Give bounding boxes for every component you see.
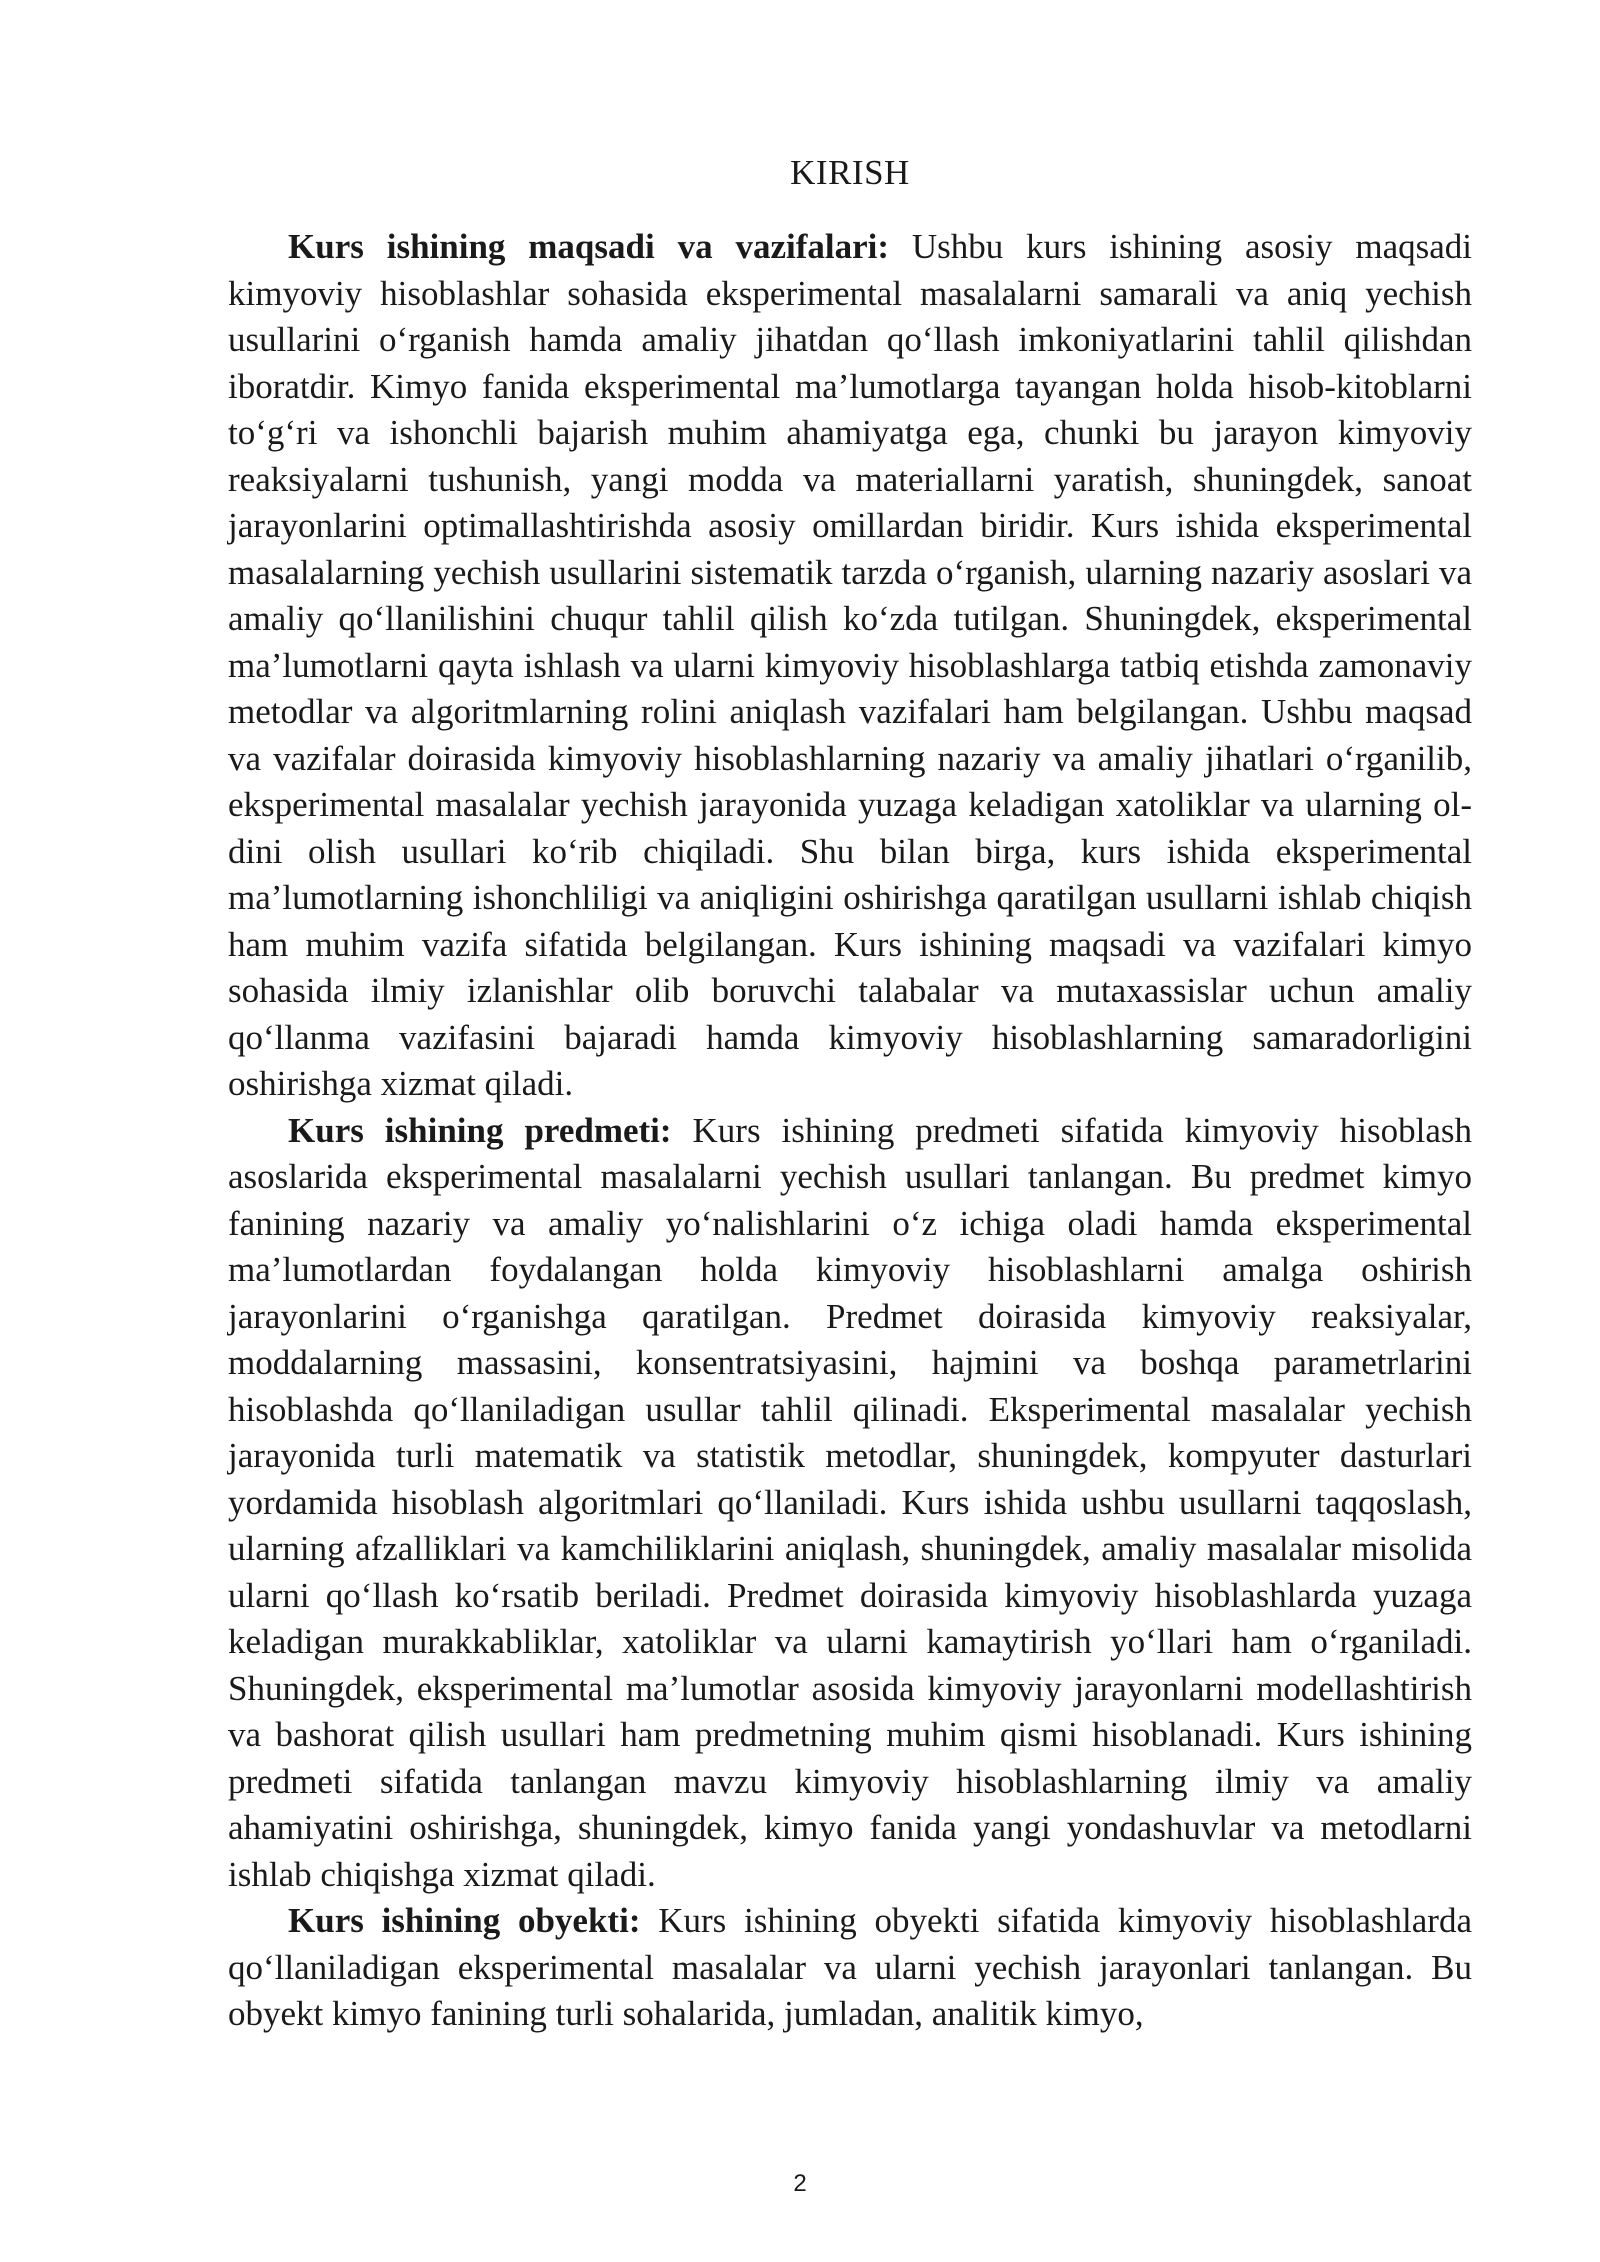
page-number: 2	[793, 2170, 807, 2197]
page-title: KIRISH	[790, 153, 910, 192]
section-object-paragraph	[228, 1898, 1472, 2038]
section-subject-paragraph	[228, 1108, 1472, 1899]
document-page	[228, 150, 1472, 2038]
section-object-body: Kurs ishining obyekti sifatida kimyoviy hisoblashlarda qo‘llaniladigan eksperimental masalalar va ularni yechish jarayonlari tanlangan. Bu obyekt kimyo fanining turli sohalarida, jumladan, analitik kimyo,	[228, 1901, 1472, 2033]
section-object-heading: Kurs ishining obyekti:	[288, 1901, 641, 1940]
section-goals-heading: Kurs ishining maqsadi va vazifalari:	[288, 227, 890, 266]
section-subject-heading: Kurs ishining predmeti:	[288, 1110, 672, 1150]
section-subject-body: Kurs ishining predmeti sifatida kimyoviy hisoblash asoslarida eksperimental masalalarni yechish usullari tanlangan. Bu predmet kimyo fanining nazariy va amaliy yo‘nalishlarini o‘z ichiga oladi hamda eksperimental ma’lumotlardan foydalangan holda kimyoviy hisoblashlarni amalga oshirish jarayonlarini o‘rganishga qaratilgan. Predmet doirasida kimyoviy reaksiyalar, moddalarning massasini, konsentratsiyasini, hajmini va boshqa parametrlarini hisoblashda qo‘llaniladigan usullar tahlil qilinadi. Eksperimental masalalar yechish jarayonida turli matematik va statistik metodlar, shuningdek, kompyuter dasturlari yordamida hisoblash algoritmlari qo‘llaniladi. Kurs ishida ushbu usullarni taqqoslash, ularning afzalliklari va kamchiliklarini aniqlash, shuningdek, amaliy masalalar misolida ularni qo‘llash ko‘rsatib beriladi. Predmet doirasida kimyoviy hisoblashlarda yuzaga keladigan murakkabliklar, xatoliklar va ularni kamaytirish yo‘llari ham o‘rganiladi. Shuningdek, eksperimental ma’lumotlar asosida kimyoviy jarayonlarni modellashtirish va bashorat qilish usullari ham predmetning muhim qismi hisoblanadi. Kurs ishining predmeti sifatida tanlangan mavzu kimyoviy hisoblashlarning ilmiy va amaliy ahamiyatini oshirishga, shuningdek, kimyo fanida yangi yondashuvlar va metodlarni ishlab chiqishga xizmat qiladi.	[228, 1110, 1472, 1894]
section-goals-paragraph	[228, 224, 1472, 1108]
section-goals-body: Ushbu kurs ishining asosiy maqsadi kimyoviy hisoblashlar sohasida eksperimental masalalarni samarali va aniq yechish usullarini o‘rganish hamda amaliy jihatdan qo‘llash imkoniyatlarini tahlil qilishdan iboratdir. Kimyo fanida eksperimental ma’lumotlarga tayangan holda hisob-kitoblarni to‘g‘ri va ishonchli bajarish muhim ahamiyatga ega, chunki bu jarayon kimyoviy reaksiyalarni tushunish, yangi modda va materiallarni yaratish, shuningdek, sanoat jarayonlarini optimallashtirishda asosiy omillardan biridir. Kurs ishida eksperimental masalalarning yechish usullarini sistematik tarzda o‘rganish, ularning nazariy asoslari va amaliy qo‘llanilishini chuqur tahlil qilish ko‘zda tutilgan. Shuningdek, eksperimental ma’lumotlarni qayta ishlash va ularni kimyoviy hisoblashlarga tatbiq etishda zamonaviy metodlar va algoritmlarning rolini aniqlash vazifalari ham belgilangan. Ushbu maqsad va vazifalar doirasida kimyoviy hisoblashlarning nazariy va amaliy jihatlari o‘rganilib, eksperimental masalalar yechish jarayonida yuzaga keladigan xatoliklar va ularning oldini olish usullari ko‘rib chiqiladi. Shu bilan birga, kurs ishida eksperimental ma’lumotlarning ishonchliligi va aniqligini oshirishga qaratilgan usullarni ishlab chiqish ham muhim vazifa sifatida belgilangan. Kurs ishining maqsadi va vazifalari kimyo sohasida ilmiy izlanishlar olib boruvchi talabalar va mutaxassislar uchun amaliy qo‘llanma vazifasini bajaradi hamda kimyoviy hisoblashlarning samaradorligini oshirishga xizmat qiladi.	[228, 227, 1472, 1103]
